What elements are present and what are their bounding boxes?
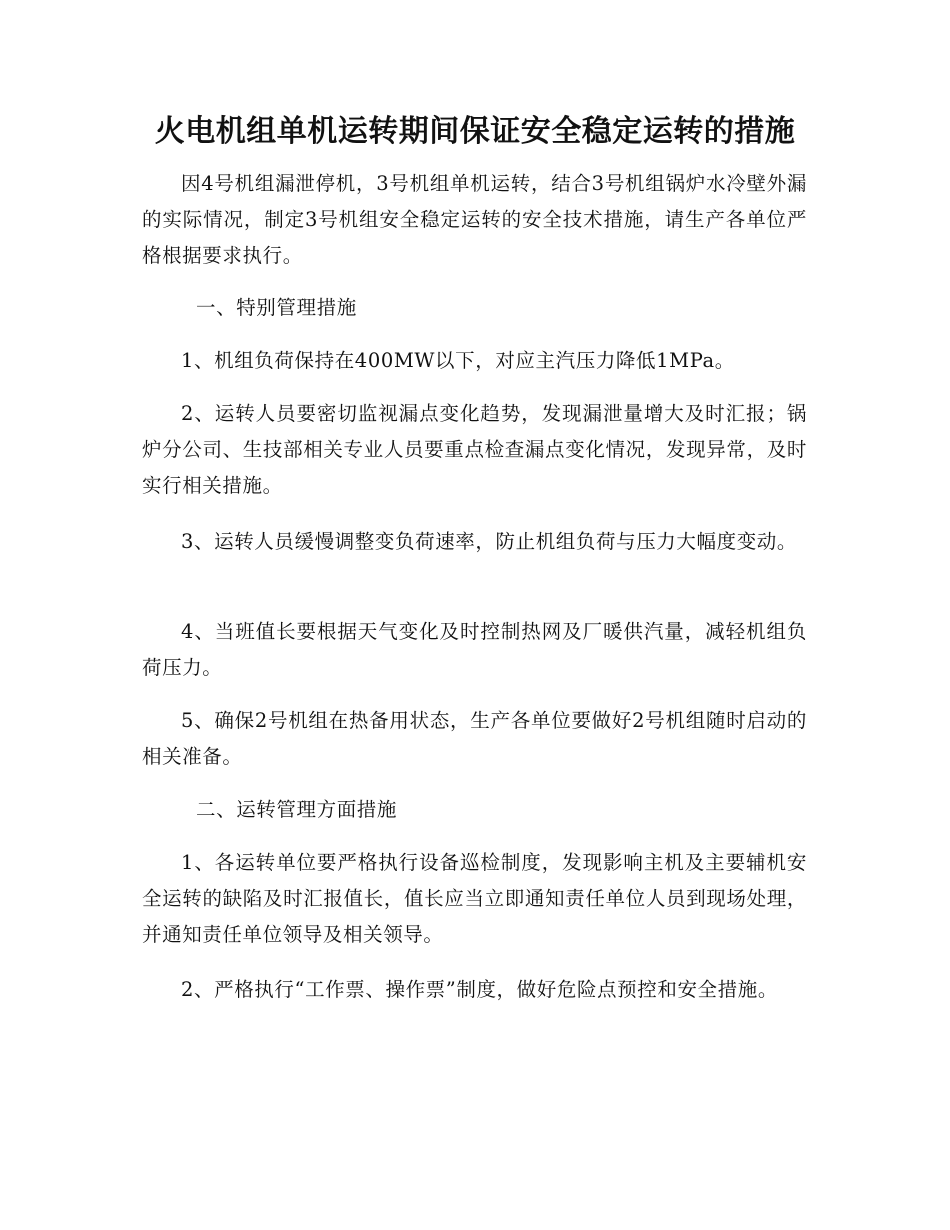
section-1-item-1: 1、机组负荷保持在400MW以下，对应主汽压力降低1MPa。 bbox=[181, 349, 735, 372]
section-1-item-4: 4、当班值长要根据天气变化及时控制热网及厂暖供汽量，减轻机组负荷压力。 bbox=[142, 620, 807, 679]
section-2-item-2: 2、严格执行“工作票、操作票”制度，做好危险点预控和安全措施。 bbox=[181, 978, 778, 1001]
document-title: 火电机组单机运转期间保证安全稳定运转的措施 bbox=[154, 114, 796, 149]
section-2-item-1: 1、各运转单位要严格执行设备巡检制度，发现影响主机及主要辅机安全运转的缺陷及时汇报值长，值长应当立即通知责任单位人员到现场处理，并通知责任单位领导及相关领导。 bbox=[142, 851, 807, 946]
section-1-item-3: 3、运转人员缓慢调整变负荷速率，防止机组负荷与压力大幅度变动。 bbox=[181, 530, 798, 553]
intro-paragraph: 因4号机组漏泄停机，3号机组单机运转，结合3号机组锅炉水冷壁外漏的实际情况，制定3号机组安全稳定运转的安全技术措施，请生产各单位严格根据要求执行。 bbox=[142, 172, 807, 267]
section-1-item-5: 5、确保2号机组在热备用状态，生产各单位要做好2号机组随时启动的相关准备。 bbox=[142, 709, 807, 768]
section-1-item-2: 2、运转人员要密切监视漏点变化趋势，发现漏泄量增大及时汇报；锅炉分公司、生技部相关专业人员要重点检查漏点变化情况，发现异常，及时实行相关措施。 bbox=[142, 402, 807, 497]
section-2-heading: 二、运转管理方面措施 bbox=[196, 798, 398, 821]
section-1-heading: 一、特别管理措施 bbox=[196, 296, 357, 319]
